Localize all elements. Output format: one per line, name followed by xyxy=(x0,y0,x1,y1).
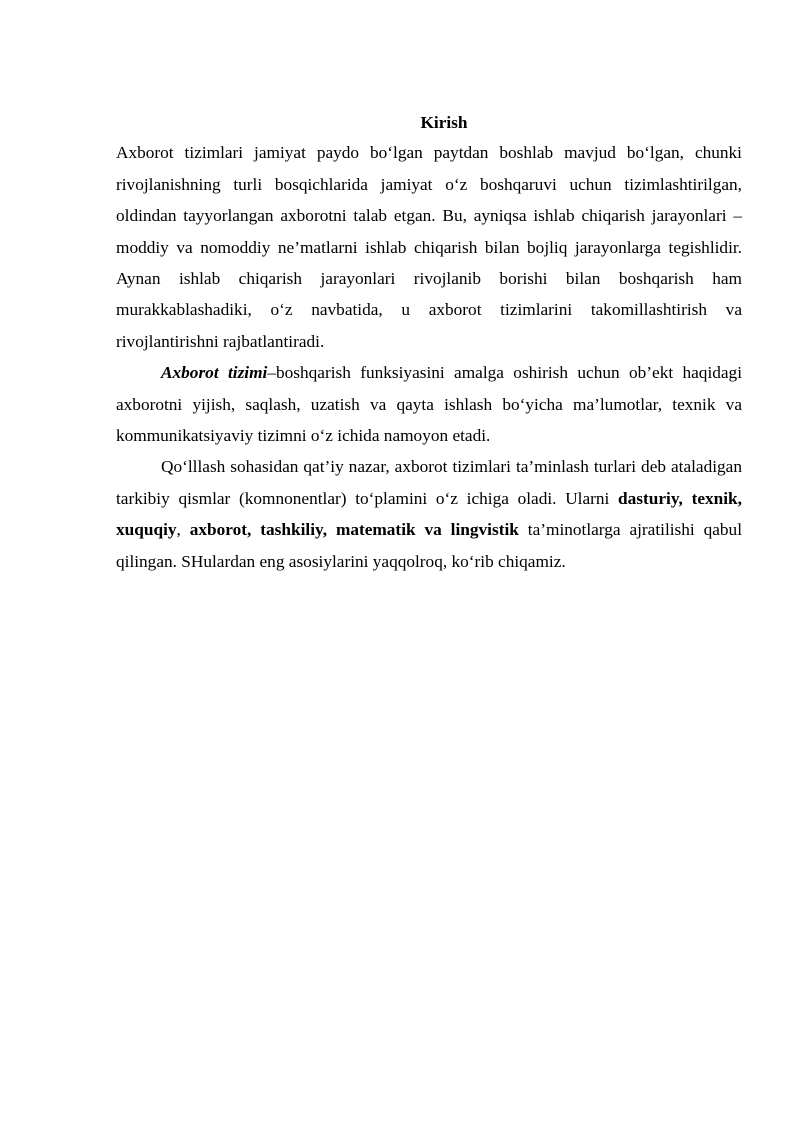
paragraph-intro: Axborot tizimlari jamiyat paydo bo‘lgan paytdan boshlab mavjud bo‘lgan, chunki rivojlanishning turli bosqichlarida jamiyat o‘z boshqaruvi uchun tizimlashtirilgan, oldindan tayyorlangan axborotni talab etgan. Bu, ayniqsa ishlab chiqarish jarayonlari – moddiy va nomoddiy ne’matlarni ishlab chiqarish bilan bojliq jarayonlarga tegishlidir. Aynan ishlab chiqarish jarayonlari rivojlanib borishi bilan boshqarish ham murakkablashadiki, o‘z navbatida, u axborot tizimlarini takomillashtirish va rivojlantirishni rajbatlantiradi. xyxy=(116,143,742,351)
definition-term: Axborot tizimi xyxy=(161,363,268,383)
component-term-organizational: tashkiliy, xyxy=(260,520,328,540)
component-separator xyxy=(327,520,336,539)
components-outro: ta’minotlarga ajratilishi qabul qilingan. SHulardan eng asosiylarini yaqqolroq, ko‘rib chiqamiz. xyxy=(116,520,743,571)
paragraph-components xyxy=(116,451,742,577)
component-term-math-linguistic: matematik va lingvistik xyxy=(335,520,519,540)
document-body xyxy=(116,107,742,577)
component-separator xyxy=(251,520,260,539)
components-intro: Qo‘lllash sohasidan qat’iy nazar, axborot tizimlari ta’minlash turlari deb ataladigan tarkibiy qismlar (komnonentlar) to‘plamini o‘z ichiga oladi. Ularni xyxy=(116,457,742,508)
definition-text: –boshqarish funksiyasini amalga oshirish uchun ob’ekt haqidagi axborotni yijish, saqlash, uzatish va qayta ishlash bo‘yicha ma’lumotlar, texnik va kommunikatsiyaviy tizimni o‘z ichida namoyon etadi. xyxy=(116,363,742,446)
component-term-information: axborot, xyxy=(189,520,252,540)
paragraph-definition xyxy=(116,357,742,451)
component-separator: , xyxy=(176,520,190,540)
page-title: Kirish xyxy=(420,113,468,132)
component-term-software: dasturiy, texnik, xuquqiy xyxy=(116,488,742,540)
